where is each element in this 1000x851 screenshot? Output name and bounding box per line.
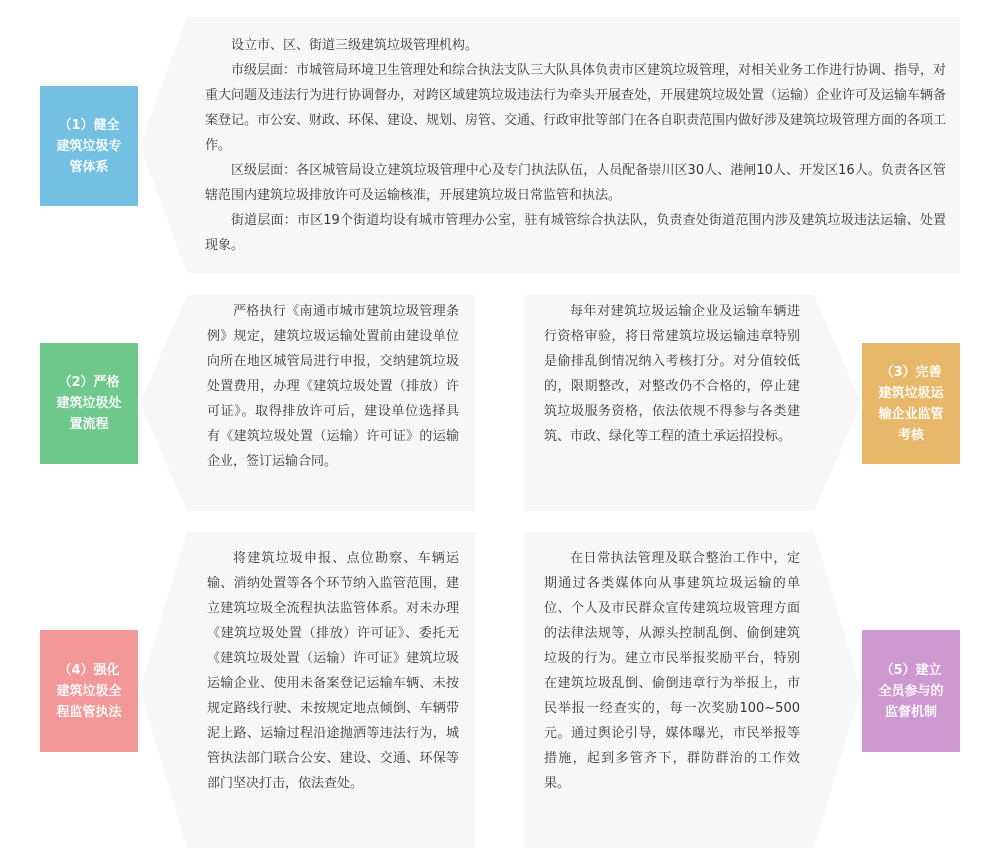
card-4-notch bbox=[140, 532, 187, 848]
card-5-notch bbox=[814, 532, 861, 848]
card-4 bbox=[187, 532, 475, 848]
card-2-notch bbox=[140, 295, 187, 511]
section-4-label: （4）强化建筑垃圾全程监管执法 bbox=[56, 662, 122, 720]
section-5-label: （5）建立全员参与的监督机制 bbox=[878, 662, 944, 720]
section-1-label: （1）健全建筑垃圾专管体系 bbox=[56, 117, 122, 175]
card-3-paragraph: 每年对建筑垃圾运输企业及运输车辆进行资格审验，将日常建筑垃圾运输违章特别是偷排乱倒情况纳入考核打分。对分值较低的，限期整改，对整改仍不合格的，停止建筑垃圾服务资格，依法依规不得参与各类建筑、市政、绿化等工程的渣土承运招投标。 bbox=[544, 304, 800, 444]
section-3-label: （3）完善建筑垃圾运输企业监管考核 bbox=[878, 364, 944, 443]
card-4-paragraph: 将建筑垃圾申报、点位勘察、车辆运输、消纳处置等各个环节纳入监管范围，建立建筑垃圾全流程执法监管体系。对未办理《建筑垃圾处置（排放）许可证》、委托无《建筑垃圾处置（运输）许可证》建筑垃圾运输企业、使用未备案登记运输车辆、未按规定路线行驶、未按规定地点倾倒、车辆带泥上路、运输过程沿途抛洒等违法行为，城管执法部门联合公安、建设、交通、环保等部门坚决打击，依法查处。 bbox=[207, 551, 459, 791]
section-2-label: （2）严格建筑垃圾处置流程 bbox=[56, 375, 122, 432]
section-5-badge bbox=[862, 630, 960, 752]
card-1-paragraph: 市级层面：市城管局环境卫生管理处和综合执法支队三大队具体负责市区建筑垃圾管理，对相关业务工作进行协调、指导，对重大问题及违法行为进行协调督办，对跨区域建筑垃圾违法行为牵头开展查处，开展建筑垃圾处置（运输）企业许可及运输车辆备案登记。市公安、财政、环保、建设、规划、房管、交通、行政审批等部门在各自职责范围内做好涉及建筑垃圾管理方面的各项工作。 bbox=[205, 63, 947, 153]
card-2 bbox=[187, 295, 475, 511]
card-3-notch bbox=[814, 295, 861, 511]
card-1-paragraph: 区级层面：各区城管局设立建筑垃圾管理中心及专门执法队伍，人员配备崇川区30人、港闸10人、开发区16人。负责各区管辖范围内建筑垃圾排放许可及运输核准，开展建筑垃圾日常监管和执法。 bbox=[205, 163, 946, 203]
card-1-paragraph: 设立市、区、街道三级建筑垃圾管理机构。 bbox=[231, 38, 479, 53]
section-1-badge bbox=[40, 86, 138, 206]
card-5-paragraph: 在日常执法管理及联合整治工作中，定期通过各类媒体向从事建筑垃圾运输的单位、个人及市民群众宣传建筑垃圾管理方面的法律法规等，从源头控制乱倒、偷倒建筑垃圾的行为。建立市民举报奖励平台，特别在建筑垃圾乱倒、偷倒违章行为举报上，市民举报一经查实的，每一次奖励100~500元。通过舆论引导，媒体曝光，市民举报等措施，起到多管齐下，群防群治的工作效果。 bbox=[544, 551, 800, 791]
card-1-paragraph: 街道层面：市区19个街道均设有城市管理办公室，驻有城管综合执法队，负责查处街道范围内涉及建筑垃圾违法运输、处置现象。 bbox=[205, 213, 946, 253]
card-5 bbox=[524, 532, 814, 848]
section-3-badge bbox=[862, 343, 960, 464]
card-1-notch bbox=[140, 17, 187, 273]
card-3 bbox=[524, 295, 814, 511]
section-4-badge bbox=[40, 630, 138, 752]
card-1 bbox=[187, 17, 960, 273]
card-2-paragraph: 严格执行《南通市城市建筑垃圾管理条例》规定，建筑垃圾运输处置前由建设单位向所在地区城管局进行申报，交纳建筑垃圾处置费用，办理《建筑垃圾处置（排放）许可证》。取得排放许可后，建设单位选择具有《建筑垃圾处置（运输）许可证》的运输企业，签订运输合同。 bbox=[207, 304, 459, 469]
section-2-badge bbox=[40, 343, 138, 464]
